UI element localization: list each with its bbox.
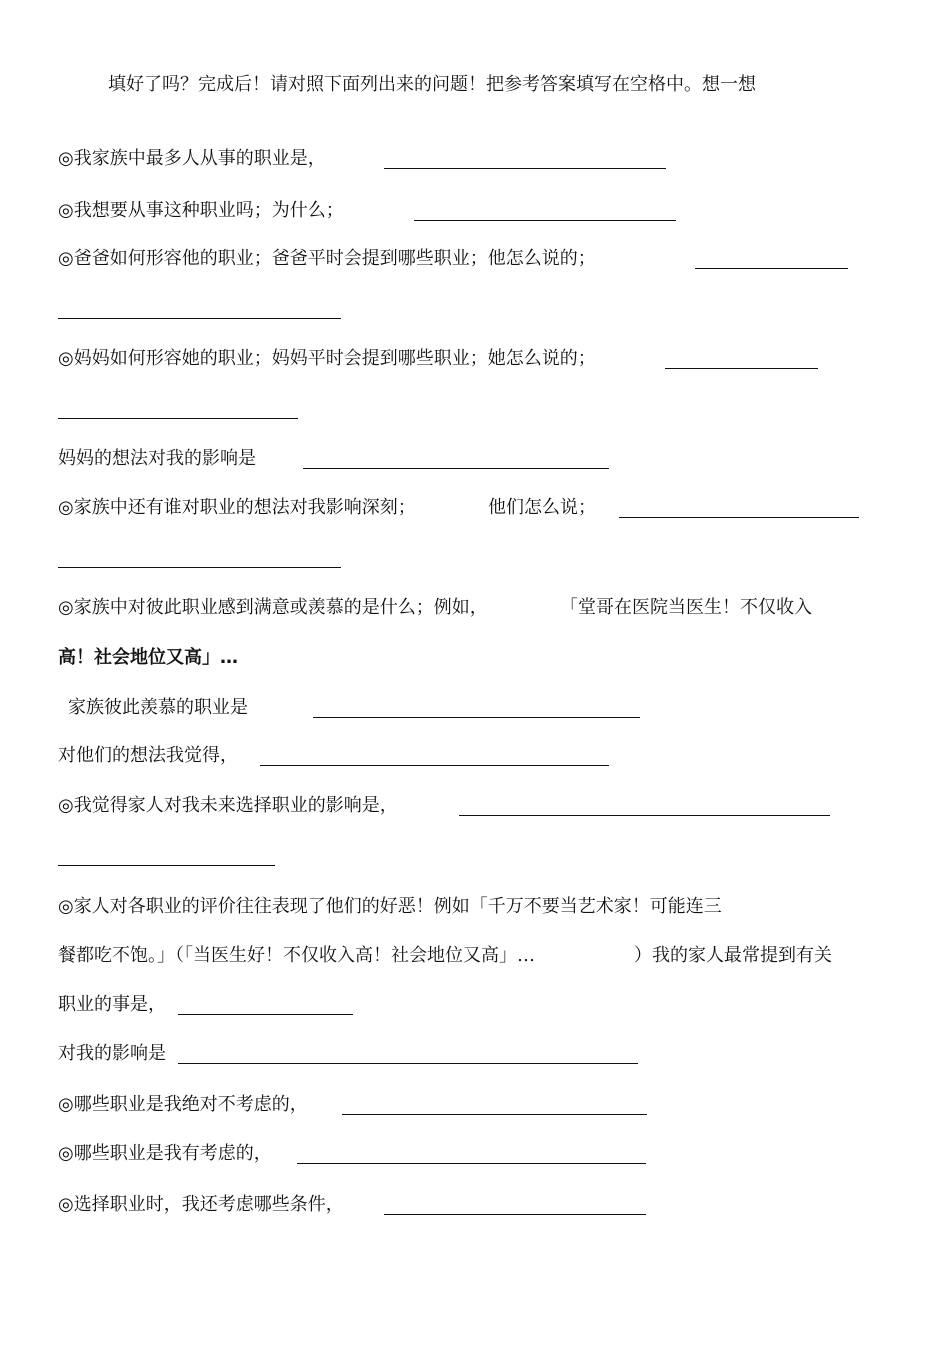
question-never-consider: ◎哪些职业是我绝对不考虑的， [58,1094,308,1115]
answer-blank[interactable] [384,168,666,169]
question-envied-career: 家族彼此羡慕的职业是 [68,697,248,718]
question-how-they-say: 他们怎么说； [488,497,596,518]
answer-blank[interactable] [178,1063,638,1064]
question-label: 妈妈的想法对我的影响是 [58,448,256,469]
answer-blank[interactable] [414,220,676,221]
question-example-continued: 高！社会地位又高」… [58,647,238,668]
answer-blank[interactable] [260,765,609,766]
answer-blank[interactable] [695,268,848,269]
question-career-topics: 职业的事是， [58,994,166,1015]
question-label: ◎妈妈如何形容她的职业；妈妈平时会提到哪些职业；她怎么说的； [58,348,596,369]
question-family-evaluation-tail: ）我的家人最常提到有关 [634,945,832,966]
intro-text: 填好了吗？完成后！请对照下面列出来的问题！把参考答案填写在空格中。想一想 [108,74,756,95]
question-family-evaluation: ◎家人对各职业的评价往往表现了他们的好恶！例如「千万不要当艺术家！可能连三 [58,896,722,917]
answer-blank[interactable] [342,1114,647,1115]
question-conditions: ◎选择职业时，我还考虑哪些条件， [58,1194,344,1215]
question-label: ◎家族中还有谁对职业的想法对我影响深刻； [58,497,416,518]
answer-blank-continued[interactable] [58,865,275,866]
answer-blank-continued[interactable] [58,567,341,568]
answer-blank-continued[interactable] [58,418,298,419]
question-label: ◎我家族中最多人从事的职业是， [58,148,326,169]
question-example-quote: 餐都吃不饱。」（「当医生好！不仅收入高！社会地位又高」… [58,945,535,966]
answer-blank[interactable] [178,1014,353,1015]
question-considered: ◎哪些职业是我有考虑的， [58,1143,272,1164]
question-label: ◎家族中对彼此职业感到满意或羡慕的是什么；例如， [58,597,488,618]
question-example: 「堂哥在医院当医生！不仅收入 [560,597,812,618]
answer-blank[interactable] [665,368,818,369]
answer-blank[interactable] [313,717,640,718]
answer-blank[interactable] [384,1214,646,1215]
question-family-influence: ◎我觉得家人对我未来选择职业的影响是， [58,795,398,816]
answer-blank[interactable] [619,517,859,518]
question-influence-on-me: 对我的影响是 [58,1043,166,1064]
answer-blank-continued[interactable] [58,318,341,319]
question-label: ◎爸爸如何形容他的职业；爸爸平时会提到哪些职业；他怎么说的； [58,248,596,269]
answer-blank[interactable] [297,1163,646,1164]
answer-blank[interactable] [303,468,609,469]
question-my-opinion: 对他们的想法我觉得， [58,745,238,766]
answer-blank[interactable] [459,815,830,816]
question-label: ◎我想要从事这种职业吗；为什么； [58,200,344,221]
